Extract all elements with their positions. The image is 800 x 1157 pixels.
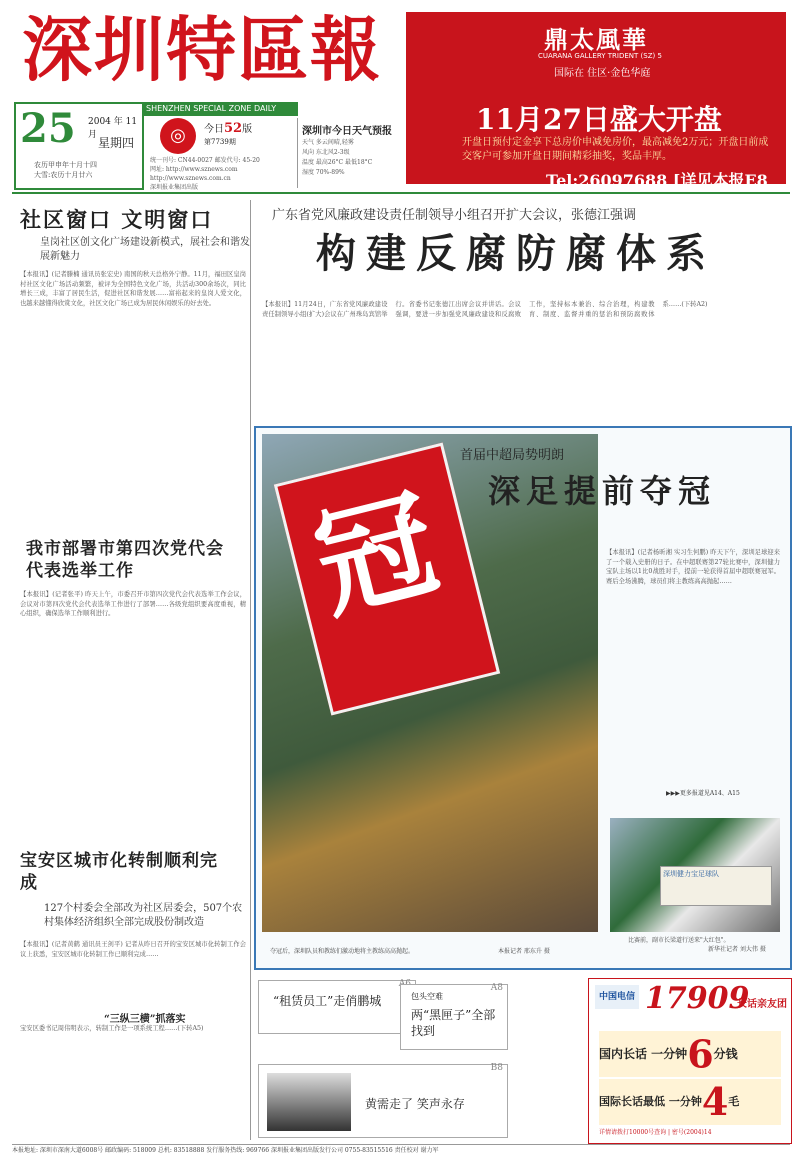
champion-banner: 冠: [274, 442, 500, 715]
telecom-advertisement[interactable]: [588, 978, 792, 1144]
ad-number: 17909: [645, 981, 750, 1016]
left-headline-2[interactable]: 我市部署市第四次党代会代表选举工作: [26, 539, 224, 581]
lead-headline[interactable]: 构建反腐防腐体系: [316, 230, 716, 277]
issue-number: 第7739期: [204, 138, 236, 146]
teaser-box-a8[interactable]: A8 包头空难 两“黑匣子”全部找到: [400, 984, 508, 1050]
masthead-divider: [297, 118, 298, 188]
ad-brand: 鼎太風華: [544, 25, 648, 54]
masthead-rule: [12, 192, 790, 194]
teaser-title-b8: 黄需走了 笑声永存: [365, 1097, 465, 1111]
cheque-board: 深圳健力宝足球队: [660, 866, 772, 906]
page-count: 今日52版 第7739期: [204, 121, 253, 146]
teaser-title-a6: “租赁员工”走俏鹏城: [273, 994, 382, 1008]
photo-headline[interactable]: 深足提前夺冠: [488, 472, 717, 510]
telecom-logo: 中国电信: [595, 985, 639, 1009]
photo-caption-left: 夺冠后，深圳队员和教练们激动地将主教练高高抛起。: [270, 948, 415, 955]
date-year-month: 2004 年 11 月: [88, 117, 138, 140]
ad-telephone: Tel:26097688 [详见本报E8版]: [546, 171, 768, 213]
date-box: [14, 102, 144, 190]
photo-kicker: 首届中超局势明朗: [460, 448, 565, 463]
portrait-photo: [267, 1073, 351, 1131]
weather-title: 深圳市今日天气预报: [302, 126, 392, 137]
domestic-rate: 国内长话 一分钟6分钱: [599, 1031, 781, 1077]
top-advertisement[interactable]: [406, 12, 786, 213]
left-article-2: 【本报讯】(记者张平) 昨天上午，市委召开市第四次党代会代表选举工作会议，会议对市第四次党代会代表选举工作进行了部署……各级党组织要高度重视，精心组织，确保选举工作顺利进行。: [20, 591, 246, 618]
left-deck-1: 皇岗社区创文化广场建设新模式，展社会和谐发展新魅力: [40, 237, 250, 262]
publication-info: 统一刊号: CN44-0027 邮发代号: 45-20 网址: http://www.sznews.com http://www.sznews.com.cn 深圳报业集团出版: [150, 157, 260, 191]
teaser-title-a8: 两“黑匣子”全部找到: [411, 1008, 496, 1038]
newspaper-logo-icon: ◎: [160, 118, 196, 154]
ad-location: 国际在 住区·金色华庭: [554, 68, 651, 79]
column-divider: [250, 200, 251, 1140]
ad-description: 开盘日预付定金享下总房价申减免房价，最高减免2万元；开盘日前成交客户可参加开盘日期间精彩抽奖，奖品丰厚。: [462, 137, 769, 162]
left-headline-3[interactable]: 宝安区城市化转制顺利完成: [20, 851, 218, 893]
masthead-title: 深圳特區報: [22, 8, 382, 91]
ad-headline: 11月27日盛大开盘: [476, 103, 722, 136]
lunar-date: 农历甲申年十月十四 大雪:农历十月廿六: [34, 161, 97, 179]
lead-kicker: 广东省党风廉政建设责任制领导小组召开扩大会议，张德江强调: [272, 208, 637, 223]
photo-caption-right: 比赛前，副市长梁道行送来"大红包"。 新华社记者 刘大伟 摄: [628, 937, 766, 953]
left-subhead: “三纵三横”抓落实: [104, 1014, 186, 1025]
ad-number-text: 长话亲友团: [737, 999, 787, 1010]
teaser-box-a6[interactable]: [258, 980, 416, 1034]
weather-forecast: 天气 多云间晴,轻雾 风向 东北风2-3级 温度 最高26°C 最低18°C 湿度 70%-89%: [302, 139, 373, 176]
teaser-box-b8[interactable]: B8 黄需走了 笑声永存: [258, 1064, 508, 1138]
left-article-4: 宝安区委书记周伟明表示，转制工作是一项系统工程……(下转A5): [20, 1025, 204, 1032]
lead-article: 【本报讯】11月24日，广东省党风廉政建设责任制领导小组(扩大)会议在广州珠岛宾馆举行。省委书记张德江出席会议并讲话。会议强调，要进一步加强党风廉政建设和反腐败工作，坚持标本兼治、综合治理，构建教育、制度、监督并重的惩治和预防腐败体系……(下转A2): [262, 301, 708, 318]
international-rate: 国际长话最低 一分钟4毛: [599, 1079, 781, 1125]
ad-brand-sub: CUARANA GALLERY TRIDENT (SZ) 5: [538, 52, 662, 60]
date-day: 25: [20, 105, 76, 152]
more-reports-link[interactable]: ▶▶▶更多报道见A14、A15: [666, 790, 740, 797]
photo-credit: 本报记者 邢东升 摄: [498, 948, 550, 955]
footer: 本报地址: 深圳市深南大道6008号 邮政编码: 518009 总机: 83518888 发行服务热线: 969766 深圳报业集团出版发行公司 0755-83515516 责任校对 谢力军: [12, 1144, 790, 1157]
english-name: SHENZHEN SPECIAL ZONE DAILY: [142, 102, 298, 116]
left-deck-3: 127个村委会全部改为社区居委会，507个农村集体经济组织全部完成股份制改造: [44, 903, 243, 928]
cheque-photo[interactable]: [610, 818, 780, 932]
left-headline-1[interactable]: 社区窗口 文明窗口: [20, 207, 214, 232]
left-article-3: 【本报讯】(记者黄鹤 通讯员王剑平) 记者从昨日召开的宝安区城市化转制工作会议上获悉，宝安区城市化转制工作已顺利完成……: [20, 941, 246, 958]
left-article-1: 【本报讯】(记者滕楠 通讯员张宏史) 南国的秋天总格外宁静。11月，福田区皇岗村社区文化广场活动频繁，被评为全国特色文化广场，共活动300余场次，同比增长三成，丰富了居民生活，促进社区和谐发展……富裕起来的皇岗人爱文化，也越来越懂得欣赏文化，社区文化广场已成为居民休闲娱乐的好去处。: [20, 271, 246, 307]
ad-bottom-contact: 详情请拨打10000号查询 | 密号(2004)14: [599, 1129, 712, 1136]
photo-article: 【本报讯】(记者杨昕湘 实习生何鹏) 昨天下午，深圳足球迎来了一个载入史册的日子。在中超联赛第27轮比赛中，深圳健力宝队主场以1比0战胜对手，提前一轮获得首届中超联赛冠军。赛后全场沸腾，球员们将主教练高高抛起……: [606, 549, 780, 585]
date-weekday: 星期四: [98, 136, 135, 150]
